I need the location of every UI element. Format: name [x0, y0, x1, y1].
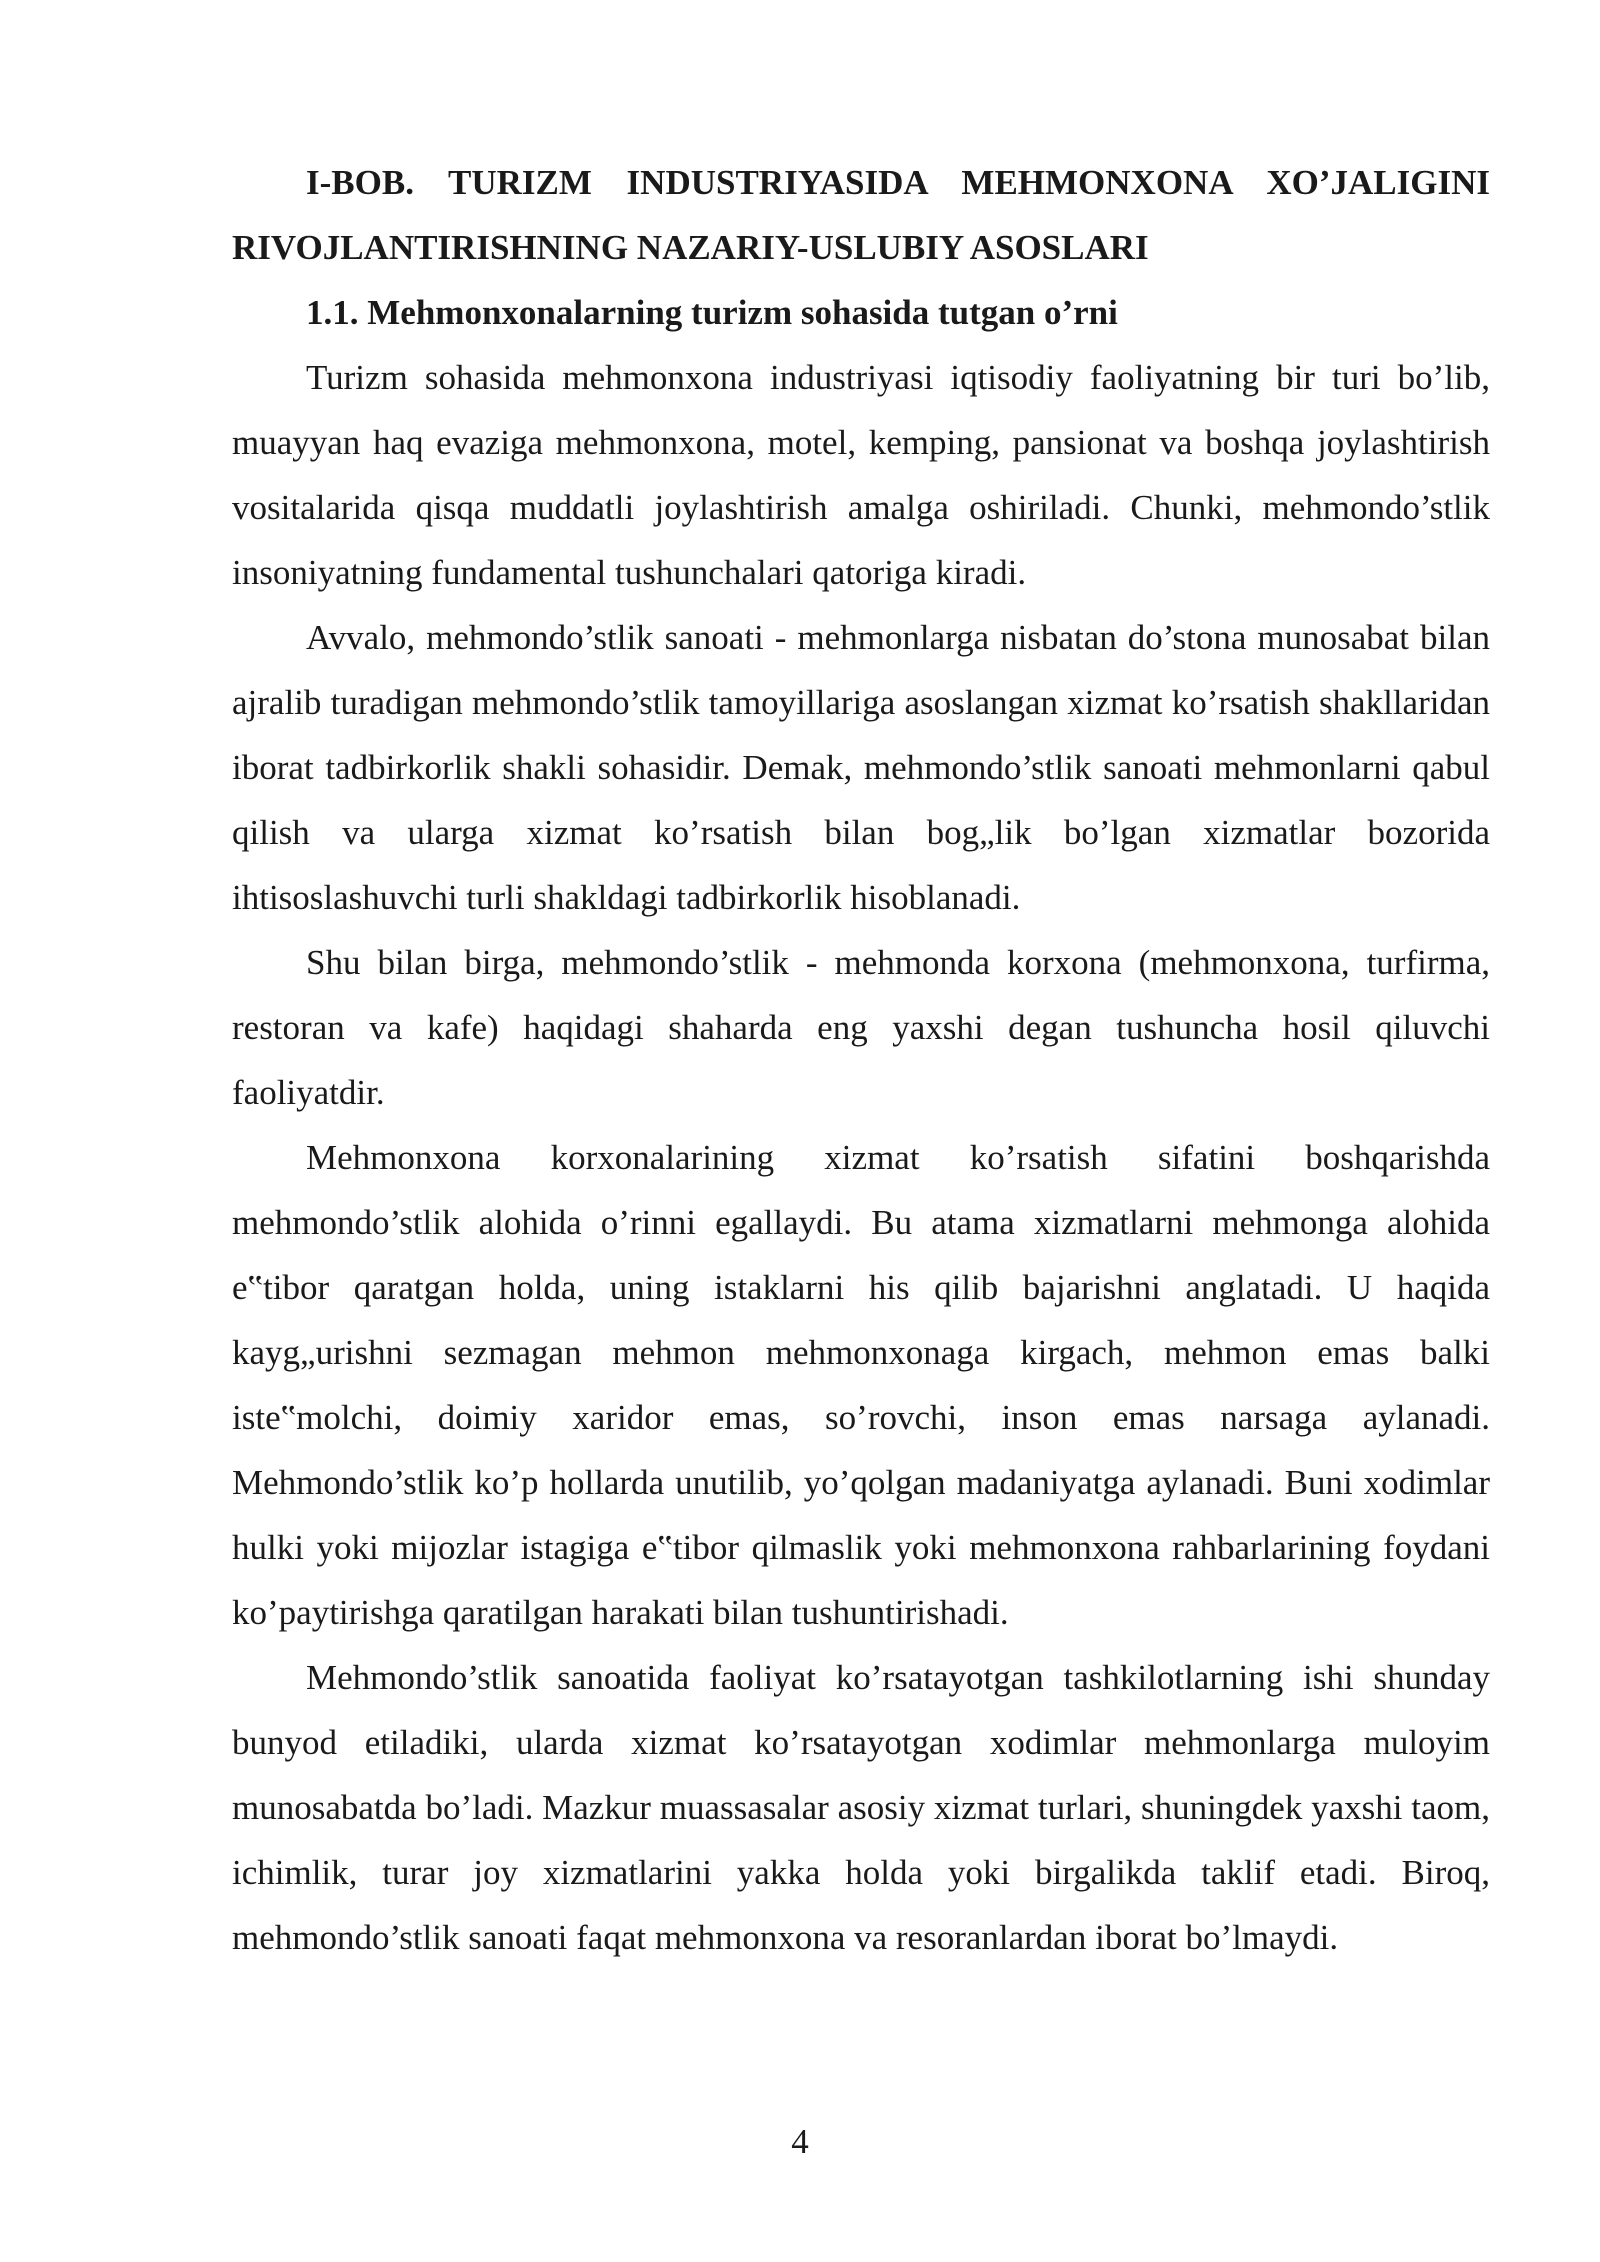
section-title: 1.1. Mehmonxonalarning turizm sohasida tutgan o’rni — [306, 293, 1118, 332]
paragraph-3: Shu bilan birga, mehmondo’stlik - mehmonda korxona (mehmonxona, turfirma, restoran va kafe) haqidagi shaharda eng yaxshi degan tushuncha hosil qiluvchi faoliyatdir. — [232, 943, 1490, 1112]
chapter-title: I-BOB. TURIZM INDUSTRIYASIDA MEHMONXONA XO’JALIGINI RIVOJLANTIRISHNING NAZARIY-USLUBIY ASOSLARI — [232, 163, 1490, 267]
paragraph-4: Mehmonxona korxonalarining xizmat ko’rsatish sifatini boshqarishda mehmondo’stlik alohida o’rinni egallaydi. Bu atama xizmatlarni mehmonga alohida e‟tibor qaratgan holda, uning istaklarni his qilib bajarishni anglatadi. U haqida kayg„urishni sezmagan mehmon mehmonxonaga kirgach, mehmon emas balki iste‟molchi, doimiy xaridor emas, so’rovchi, inson emas narsaga aylanadi. Mehmondo’stlik ko’p hollarda unutilib, yo’qolgan madaniyatga aylanadi. Buni xodimlar hulki yoki mijozlar istagiga e‟tibor qilmaslik yoki mehmonxona rahbarlarining foydani ko’paytirishga qaratilgan harakati bilan tushuntirishadi. — [232, 1138, 1490, 1632]
paragraph-2: Avvalo, mehmondo’stlik sanoati - mehmonlarga nisbatan do’stona munosabat bilan ajralib turadigan mehmondo’stlik tamoyillariga asoslangan xizmat ko’rsatish shakllaridan iborat tadbirkorlik shakli sohasidir. Demak, mehmondo’stlik sanoati mehmonlarni qabul qilish va ularga xizmat ko’rsatish bilan bog„lik bo’lgan xizmatlar bozorida ihtisoslashuvchi turli shakldagi tadbirkorlik hisoblanadi. — [232, 618, 1490, 917]
page-number: 4 — [791, 2122, 809, 2161]
paragraph-1: Turizm sohasida mehmonxona industriyasi iqtisodiy faoliyatning bir turi bo’lib, muayyan haq evaziga mehmonxona, motel, kemping, pansionat va boshqa joylashtirish vositalarida qisqa muddatli joylashtirish amalga oshiriladi. Chunki, mehmondo’stlik insoniyatning fundamental tushunchalari qatoriga kiradi. — [232, 358, 1490, 592]
document-page — [232, 150, 1490, 1970]
paragraph-5: Mehmondo’stlik sanoatida faoliyat ko’rsatayotgan tashkilotlarning ishi shunday bunyod etiladiki, ularda xizmat ko’rsatayotgan xodimlar mehmonlarga muloyim munosabatda bo’ladi. Mazkur muassasalar asosiy xizmat turlari, shuningdek yaxshi taom, ichimlik, turar joy xizmatlarini yakka holda yoki birgalikda taklif etadi. Biroq, mehmondo’stlik sanoati faqat mehmonxona va resoranlardan iborat bo’lmaydi. — [232, 1658, 1490, 1957]
